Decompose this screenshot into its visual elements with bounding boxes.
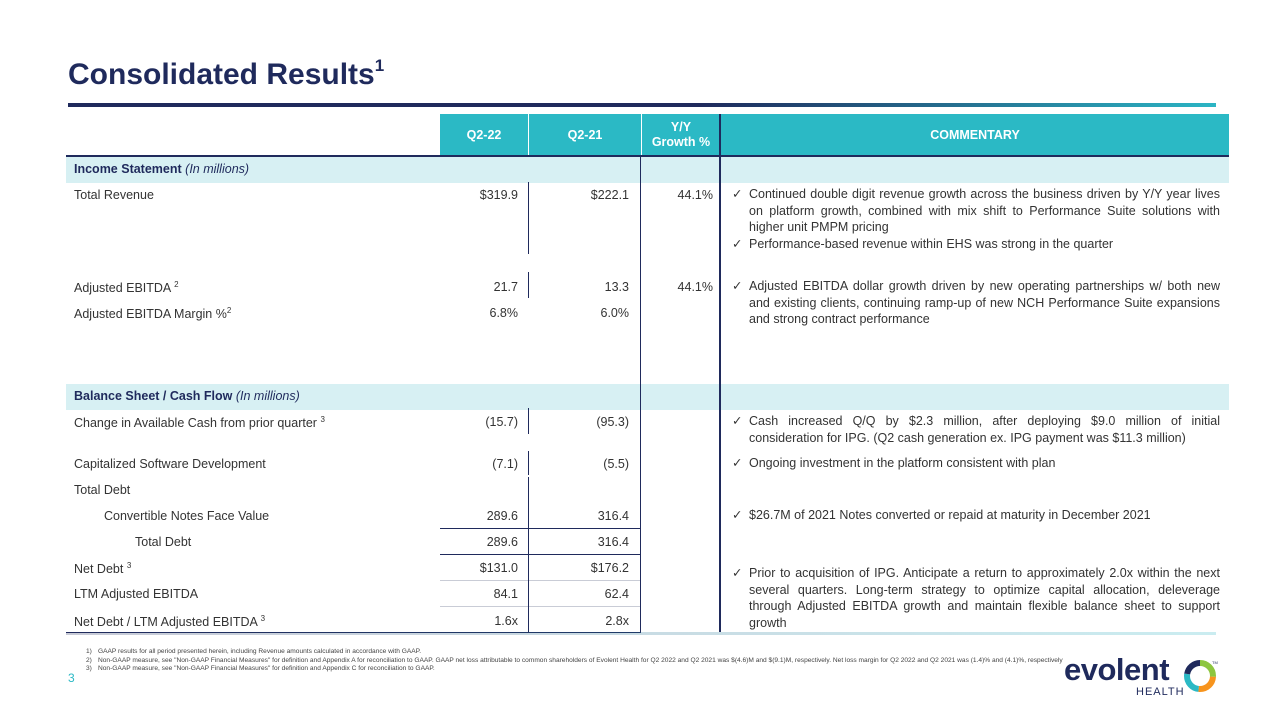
logo-wordmark: evolent [1064,652,1170,687]
row-convertible-notes-q2-22: 289.6 [486,509,518,523]
bullet: ✓ Prior to acquisition of IPG. Anticipate a return to approximately 2.0x within the next several quarters. Long-term strategy to optimize capital allocation, deleverage through Adjusted EBITDA growth and maintain flexible balance sheet to support growth [732,566,1220,630]
row-leverage-label: Net Debt / LTM Adjusted EBITDA $^3$ [74,614,266,630]
commentary-cash [732,413,1220,446]
row-total-debt-header-label: Total Debt [74,483,131,497]
footnote: 2) Non-GAAP measure, see "Non-GAAP Financial Measures" for definition and Appendix A for reconciliation to GAAP. GAAP net loss attributable to common shareholders of Evolent Health for Q2 2022 and Q2 2021 was $(4.6)M and $(9.1)M, respectively. Net loss margin for Q2 2022 and Q2 2021 was (1.4)% and (4.1)%, respectively [86,656,1063,664]
check-icon: ✓ [732,508,743,522]
header-q2-21: Q2-21 [528,114,641,156]
footnotes [86,648,1066,674]
bullet: ✓ Adjusted EBITDA dollar growth driven by new operating partnerships w/ both new and existing clients, continuing ramp-up of new NCH Performance Suite expansions and strong contract performance [732,279,1220,326]
header-yy: Y/Y [670,120,692,134]
ltm-ebitda-rule [440,606,640,607]
footnote: 3) Non-GAAP measure, see "Non-GAAP Financial Measures" for definition and Appendix C for reconciliation to GAAP. [86,665,435,673]
balance-section-title: Balance Sheet / Cash Flow (In millions) [74,389,300,403]
row-leverage-q2-22: 1.6x [494,614,518,628]
col-divider [528,272,529,298]
col-divider [528,451,529,475]
row-adj-ebitda-q2-21: 13.3 [604,280,629,294]
row-net-debt-q2-22: $131.0 [479,561,518,575]
bullet: ✓ $26.7M of 2021 Notes converted or repaid at maturity in December 2021 [732,508,1151,522]
bullet: ✓ Cash increased Q/Q by $2.3 million, after deploying $9.0 million of initial consideration for IPG. (Q2 cash generation ex. IPG payment was $11.3 million) [732,414,1220,445]
title-underline [68,103,1216,107]
header-yy-growth [641,114,720,156]
check-icon: ✓ [732,456,743,470]
row-cap-software-label: Capitalized Software Development [74,457,266,471]
bullet: ✓ Continued double digit revenue growth across the business driven by Y/Y year lives on platform growth, combined with mix shift to Performance Suite solutions with higher unit PMPM pricing [732,187,1220,234]
row-cap-software-q2-22: (7.1) [492,457,518,471]
row-change-cash-label: Change in Available Cash from prior quarter $^3$ [74,415,325,431]
bullet: ✓ Ongoing investment in the platform consistent with plan [732,456,1056,470]
commentary-revenue [732,186,1220,252]
row-ltm-ebitda-label: LTM Adjusted EBITDA [74,587,199,601]
footnote: 1) GAAP results for all period presented herein, including Revenue amounts calculated in accordance with GAAP. [86,648,422,655]
footer-rule [66,632,1216,635]
commentary-leverage [732,565,1220,631]
col-divider [640,156,641,632]
col-divider [528,182,529,254]
check-icon: ✓ [732,187,743,201]
row-total-debt-q2-21: 316.4 [597,535,629,549]
row-ltm-ebitda-q2-21: 62.4 [604,587,629,601]
header-q2-22: Q2-22 [440,114,528,156]
check-icon: ✓ [732,414,743,428]
row-change-cash-q2-21: (95.3) [596,415,629,429]
row-cap-software-q2-21: (5.5) [603,457,629,471]
check-icon: ✓ [732,566,743,580]
header-growth: Growth % [651,135,711,149]
evolent-health-logo [1064,652,1220,704]
row-total-revenue-label: Total Revenue [74,188,154,202]
row-net-debt-label: Net Debt $^3$ [74,561,132,577]
row-total-debt-q2-22: 289.6 [486,535,518,549]
page-number: 3 [68,671,75,685]
row-adj-ebitda-growth: 44.1% [677,280,713,294]
logo-ring-icon [1182,658,1218,694]
commentary-software [732,455,1220,472]
page-title: Consolidated Results$^1$ [68,56,385,91]
logo-trademark: TM [1212,660,1218,665]
check-icon: ✓ [732,279,743,293]
logo-subtitle: HEALTH [1136,686,1185,698]
row-adj-ebitda-margin-q2-22: 6.8% [489,306,518,320]
row-total-revenue-q2-22: $319.9 [479,188,518,202]
row-total-revenue-q2-21: $222.1 [590,188,629,202]
check-icon: ✓ [732,236,743,251]
row-adj-ebitda-label: Adjusted EBITDA $^2$ [74,280,179,296]
col-divider [528,408,529,434]
row-total-debt-label: Total Debt [135,535,192,549]
commentary-divider [719,114,721,632]
bullet: ✓ Performance-based revenue within EHS was strong in the quarter [732,236,1114,251]
results-table [66,114,1229,634]
row-adj-ebitda-q2-22: 21.7 [493,280,518,294]
row-ltm-ebitda-q2-22: 84.1 [493,587,518,601]
header-commentary: COMMENTARY [721,114,1229,156]
row-convertible-notes-q2-21: 316.4 [597,509,629,523]
col-divider [528,477,529,632]
convertible-notes-rule [440,528,640,529]
total-debt-rule [440,554,640,555]
title-footnote-ref: 1 [374,56,385,75]
row-total-revenue-growth: 44.1% [677,188,713,202]
row-change-cash-q2-22: (15.7) [485,415,518,429]
net-debt-rule [440,580,640,581]
header-blank [66,114,440,156]
row-adj-ebitda-margin-label: Adjusted EBITDA Margin %$^2$ [74,306,232,322]
row-net-debt-q2-21: $176.2 [590,561,629,575]
commentary-ebitda [732,278,1220,328]
row-leverage-q2-21: 2.8x [605,614,629,628]
commentary-notes [732,507,1220,524]
row-adj-ebitda-margin-q2-21: 6.0% [600,306,629,320]
income-section-title: Income Statement (In millions) [74,162,250,176]
row-convertible-notes-label: Convertible Notes Face Value [104,509,270,523]
